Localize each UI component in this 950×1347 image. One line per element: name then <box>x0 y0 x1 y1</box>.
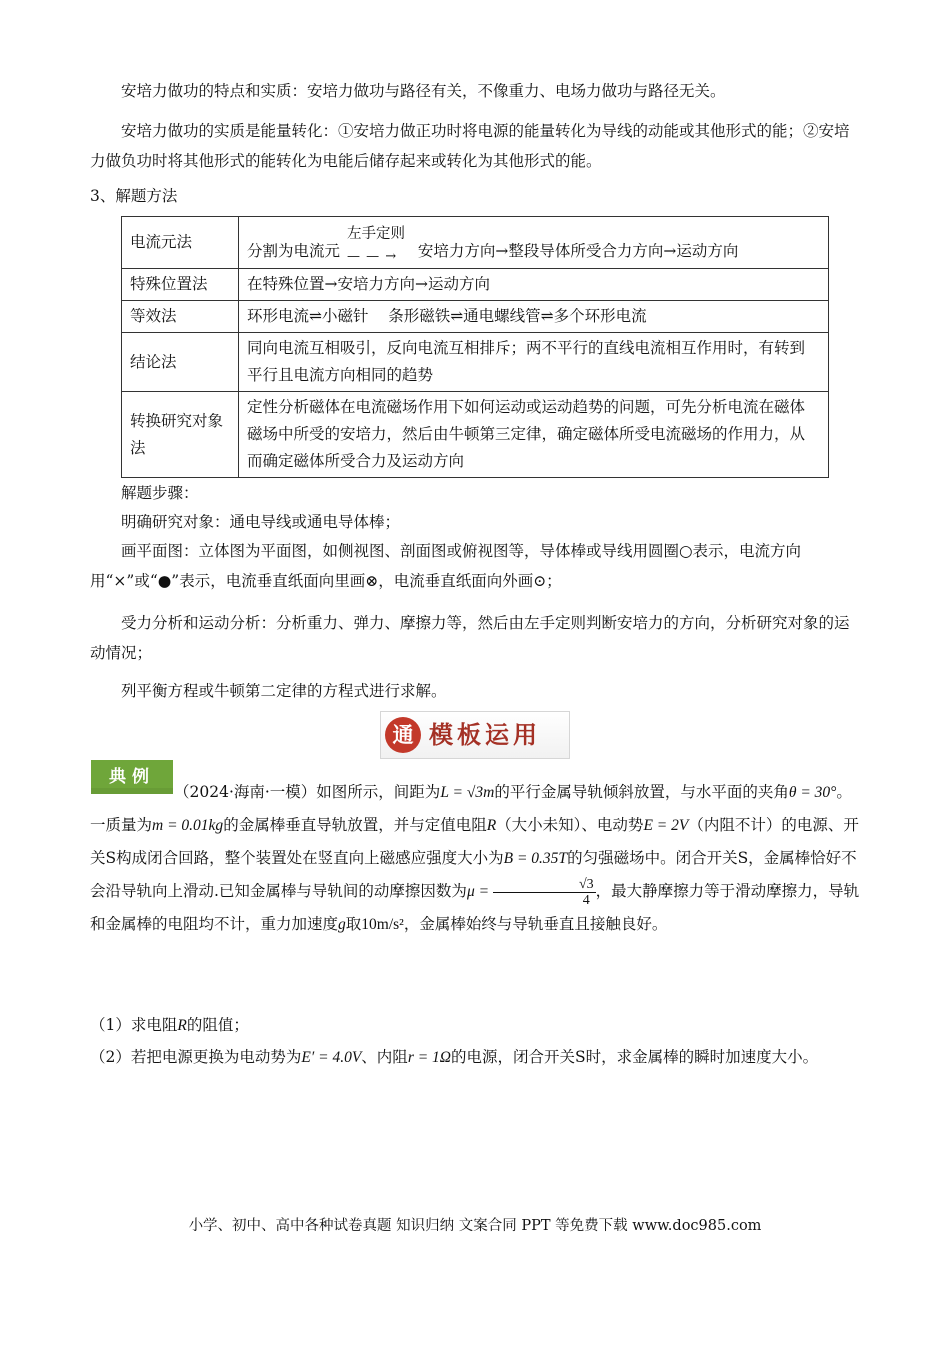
formula-L: L = √3m <box>440 784 495 801</box>
text: 取 <box>345 915 362 933</box>
text: （内阻不计）的电源、开关S构成闭合回路，整个装置处在竖直向上磁感应强度大小为 <box>90 816 859 867</box>
text: （大小未知）、电动势 <box>496 816 644 834</box>
method-name: 电流元法 <box>122 217 239 269</box>
method-name: 结论法 <box>122 333 239 392</box>
example-badge: 典例 <box>91 760 173 794</box>
table-row <box>122 333 829 392</box>
method-desc-before: 分割为电流元 <box>247 242 341 260</box>
mu-symbol: μ = <box>466 883 490 900</box>
text: 的电源，闭合开关S时，求金属棒的瞬时加速度大小。 <box>451 1048 819 1066</box>
text: 的阻值； <box>186 1016 249 1034</box>
question-2 <box>90 1042 860 1073</box>
table-row <box>122 217 829 269</box>
steps-title: 解题步骤： <box>121 484 199 502</box>
step-2: 画平面图：立体图为平面图，如侧视图、剖面图或俯视图等，导体棒或导线用圆圈○表示，电流方向用“×”或“●”表示，电流垂直纸面向里画⊗，电流垂直纸面向外画⊙； <box>90 542 802 590</box>
step-1: 明确研究对象：通电导线或通电导体棒； <box>121 513 401 531</box>
formula-mu <box>466 876 596 908</box>
left-hand-rule-arrow <box>345 226 413 265</box>
text: （2）若把电源更换为电动势为 <box>90 1048 302 1066</box>
mu-numerator: √3 <box>493 877 596 893</box>
formula-g-value: 10m/s² <box>361 916 404 933</box>
text: 的金属棒垂直导轨放置，并与定值电阻 <box>223 816 487 834</box>
formula-B: B = 0.35T <box>503 850 568 867</box>
formula-m: m = 0.01kg <box>152 817 224 834</box>
formula-theta: θ = 30° <box>788 784 837 801</box>
text: ，最大静摩擦力等于滑动摩擦力，导轨和金属棒的电阻均不计，重力加速度 <box>90 882 860 933</box>
method-name: 等效法 <box>122 301 239 333</box>
method-name: 转换研究对象法 <box>122 392 239 478</box>
template-application-banner <box>380 711 570 759</box>
text: （1）求电阻 <box>90 1016 178 1034</box>
symbol-R: R <box>177 1017 187 1034</box>
banner-title: 模板运用 <box>429 720 541 749</box>
text: 的匀强磁场中。闭合开关S，金属棒恰好不会沿导轨向上滑动.已知金属棒与导轨间的动摩擦因数为 <box>90 849 857 900</box>
text: （2024·海南·一模）如图所示，间距为 <box>174 783 441 801</box>
method-description: 同向电流互相吸引，反向电流互相排斥；两不平行的直线电流相互作用时，有转到平行且电流方向相同的趋势 <box>239 333 829 392</box>
table-row <box>122 301 829 333</box>
method-description <box>239 217 829 269</box>
method-description: 在特殊位置→安培力方向→运动方向 <box>239 269 829 301</box>
text: 、内阻 <box>361 1048 408 1066</box>
formula-E-prime: E′ = 4.0V <box>301 1049 362 1066</box>
section-heading-methods: 3、解题方法 <box>90 187 178 205</box>
arrow-icon: — — → <box>346 249 398 264</box>
paragraph-ampere-work-feature: 安培力做功的特点和实质：安培力做功与路径有关，不像重力、电场力做功与路径无关。 <box>121 82 726 100</box>
mu-denominator: 4 <box>582 892 590 908</box>
footer-text: 小学、初中、高中各种试卷真题 知识归纳 文案合同 PPT 等免费下载 www.doc985.com <box>188 1218 762 1234</box>
table-row <box>122 269 829 301</box>
arrow-label: 左手定则 <box>346 226 405 242</box>
text: ，金属棒始终与导轨垂直且接触良好。 <box>403 915 668 933</box>
method-desc-after: 安培力方向→整段导体所受合力方向→运动方向 <box>417 242 739 260</box>
formula-r: r = 1Ω <box>407 1049 452 1066</box>
question-1 <box>90 1010 860 1041</box>
symbol-R: R <box>486 817 497 834</box>
symbol-g: g <box>338 916 346 933</box>
formula-E: E = 2V <box>643 817 689 834</box>
step-4: 列平衡方程或牛顿第二定律的方程式进行求解。 <box>121 682 447 700</box>
step-3: 受力分析和运动分析：分析重力、弹力、摩擦力等，然后由左手定则判断安培力的方向，分析研究对象的运动情况； <box>90 614 850 662</box>
method-name: 特殊位置法 <box>122 269 239 301</box>
paragraph-ampere-work-essence: 安培力做功的实质是能量转化：①安培力做正功时将电源的能量转化为导线的动能或其他形式的能；②安培力做负功时将其他形式的能转化为电能后储存起来或转化为其他形式的能。 <box>90 122 850 170</box>
text: 。一质量为 <box>90 783 852 834</box>
mu-fraction <box>493 877 596 908</box>
method-description: 环形电流⇌小磁针 条形磁铁⇌通电螺线管⇌多个环形电流 <box>239 301 829 333</box>
text: 的平行金属导轨倾斜放置，与水平面的夹角 <box>494 783 789 801</box>
tong-seal-icon: 通 <box>385 717 421 753</box>
methods-table <box>121 216 829 478</box>
example-problem <box>90 776 860 941</box>
table-row <box>122 392 829 478</box>
method-description: 定性分析磁体在电流磁场作用下如何运动或运动趋势的问题，可先分析电流在磁体磁场中所受的安培力，然后由牛顿第三定律，确定磁体所受电流磁场的作用力，从而确定磁体所受合力及运动方向 <box>239 392 829 478</box>
